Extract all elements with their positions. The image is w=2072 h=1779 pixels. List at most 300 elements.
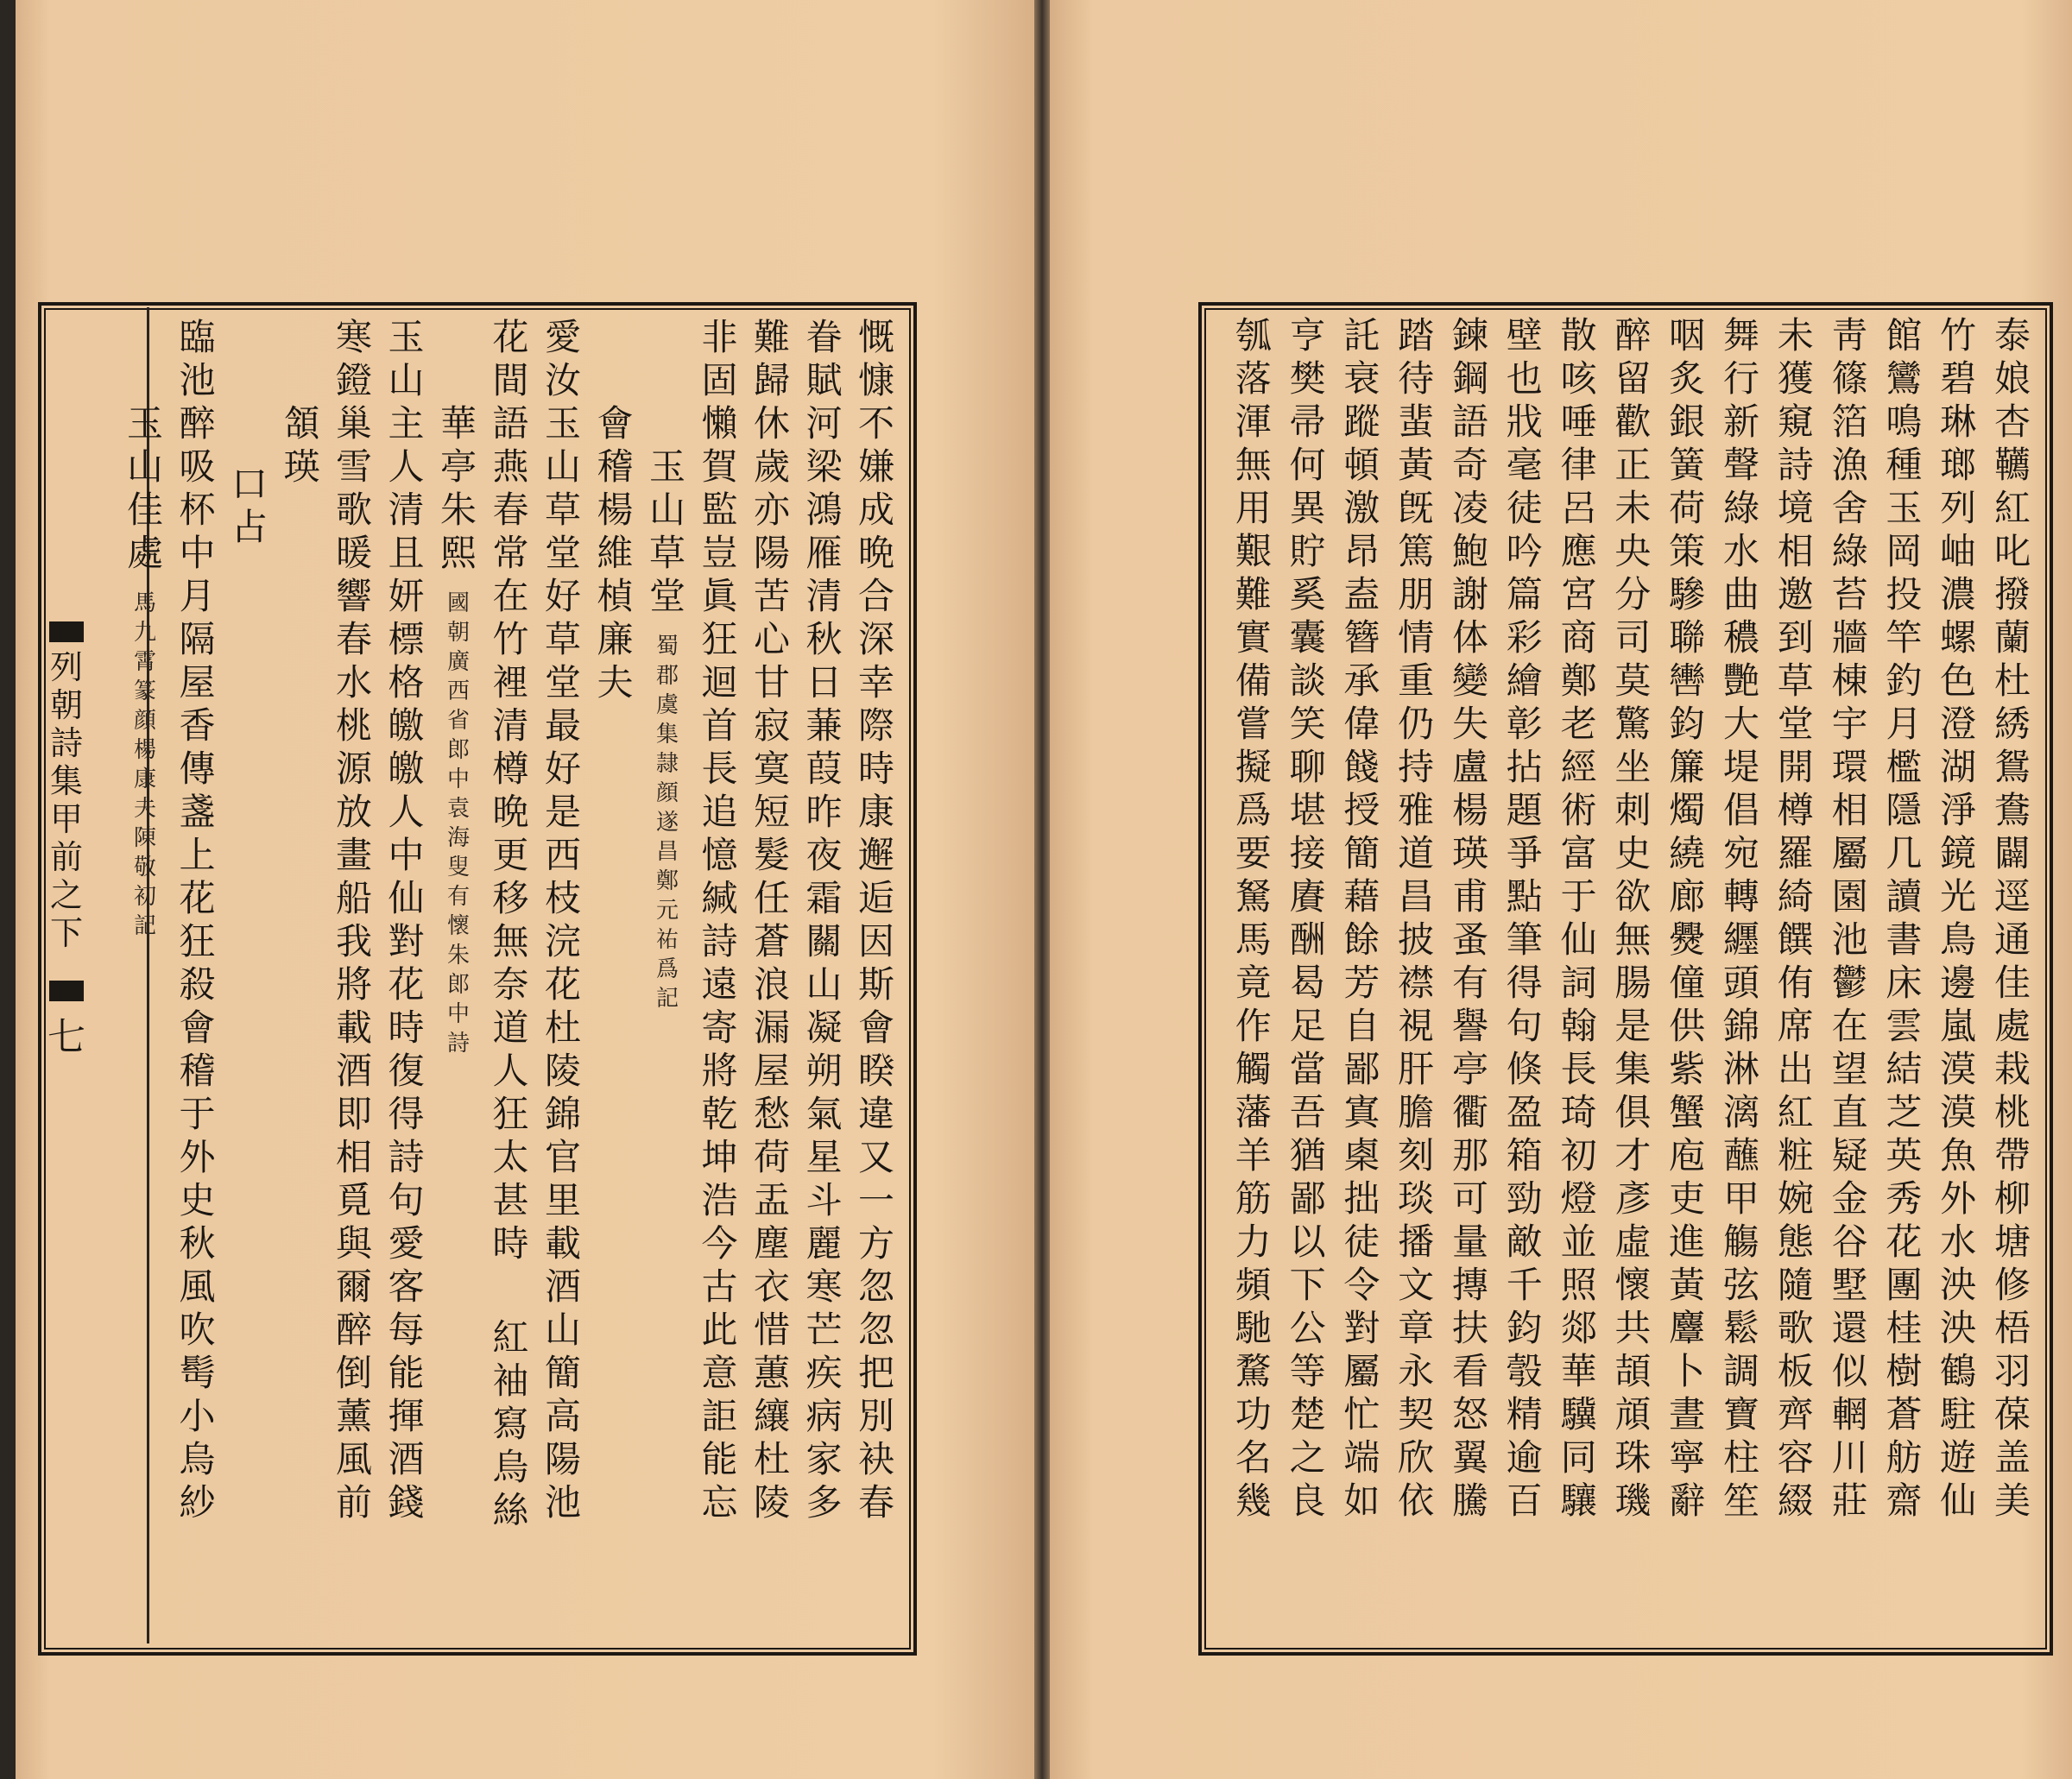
glyph: 畫 (335, 834, 372, 876)
glyph: 文 (1398, 1264, 1435, 1306)
margin-title-glyph: 下 (49, 914, 83, 952)
glyph: 凌 (1451, 487, 1488, 529)
glyph: 蒼 (753, 920, 790, 962)
glyph: 陽 (544, 1438, 581, 1480)
glyph: 把 (857, 1352, 894, 1394)
glyph: 落 (1235, 357, 1272, 400)
glyph: 會 (857, 1006, 894, 1049)
margin-title-glyph: 詩 (49, 724, 83, 762)
glyph: 關 (805, 920, 843, 962)
glyph: 靑 (1831, 314, 1868, 356)
glyph: 容 (1777, 1436, 1814, 1479)
glyph: 下 (1289, 1264, 1326, 1306)
glyph: 移 (492, 877, 529, 919)
glyph: 邀 (1777, 573, 1814, 615)
glyph: 那 (1451, 1134, 1488, 1177)
glyph: 賦 (805, 359, 843, 401)
glyph: 妍 (388, 575, 425, 617)
glyph: 愛 (544, 316, 581, 358)
glyph: 吸 (179, 445, 216, 488)
glyph: 仙 (388, 877, 425, 919)
glyph: 魚 (1940, 1134, 1977, 1177)
glyph: 亭 (1451, 1048, 1488, 1090)
glyph: 偉 (1343, 703, 1380, 745)
glyph: 承 (1343, 659, 1380, 702)
glyph: 盈 (1506, 1091, 1543, 1133)
glyph: 紫 (1669, 1048, 1706, 1090)
note-glyph: 國 (446, 590, 470, 616)
glyph: 賡 (1289, 875, 1326, 918)
glyph: 逅 (857, 877, 894, 919)
note-glyph: 篆 (133, 678, 156, 704)
glyph: 盧 (1451, 746, 1488, 788)
glyph: 芝 (1886, 1091, 1923, 1133)
text-column (490, 316, 533, 1536)
glyph: 床 (1886, 962, 1923, 1004)
glyph: 相 (335, 1136, 372, 1178)
glyph: 又 (857, 1136, 894, 1178)
note-glyph: 廣 (446, 649, 470, 675)
glyph: 咽 (1669, 314, 1706, 356)
glyph: 幾 (1235, 1479, 1272, 1522)
note-glyph: 顔 (655, 780, 679, 806)
glyph: 堂 (1777, 703, 1814, 745)
glyph: 舍 (1831, 487, 1868, 529)
glyph: 屋 (753, 1050, 790, 1092)
glyph: 之 (1289, 1436, 1326, 1479)
glyph: 方 (857, 1222, 894, 1265)
glyph: 放 (335, 791, 372, 833)
note-glyph: 鄭 (655, 868, 679, 894)
glyph: 到 (1777, 616, 1814, 659)
note-glyph: 馬 (133, 590, 156, 616)
glyph: 綴 (1777, 1479, 1814, 1522)
text-column (1394, 314, 1437, 1526)
glyph: 敵 (1506, 1221, 1543, 1263)
glyph: 草 (1777, 659, 1814, 702)
glyph: 小 (179, 1395, 216, 1437)
text-column (1503, 314, 1546, 1526)
glyph: 亭 (439, 445, 477, 488)
glyph: 驚 (1614, 703, 1652, 745)
glyph: 情 (1398, 616, 1435, 659)
glyph: 藉 (1343, 875, 1380, 918)
glyph: 意 (701, 1352, 738, 1394)
glyph: 騰 (1451, 1479, 1488, 1522)
text-column (803, 316, 846, 1528)
text-column (281, 402, 324, 492)
glyph: 黃 (1398, 444, 1435, 486)
glyph: 康 (857, 791, 894, 833)
text-column (1232, 314, 1275, 1526)
glyph: 船 (335, 877, 372, 919)
glyph: 病 (805, 1395, 843, 1437)
glyph: 上 (179, 834, 216, 876)
glyph: 箱 (1506, 1134, 1543, 1177)
glyph: 司 (1614, 616, 1652, 659)
glyph: 官 (544, 1136, 581, 1178)
glyph: 出 (1777, 1048, 1814, 1090)
glyph: 晩 (492, 791, 529, 833)
glyph: 備 (1235, 659, 1272, 702)
glyph: 逕 (1993, 875, 2031, 918)
glyph: 漁 (1831, 444, 1868, 486)
glyph: 獲 (1777, 357, 1814, 400)
glyph: 池 (179, 359, 216, 401)
glyph: 陵 (544, 1050, 581, 1092)
glyph: 春 (857, 1481, 894, 1524)
glyph: 綠 (1722, 487, 1759, 529)
glyph: 隔 (179, 618, 216, 660)
glyph: 桃 (1993, 1091, 2031, 1133)
glyph: 初 (1560, 1134, 1597, 1177)
glyph: 娘 (1993, 357, 2031, 400)
glyph: 陵 (753, 1481, 790, 1524)
note-glyph: 集 (655, 722, 679, 748)
glyph: 懷 (1614, 1264, 1652, 1306)
glyph: 觸 (1235, 1048, 1272, 1090)
note-glyph: 袁 (446, 796, 470, 822)
glyph: 燈 (1560, 1177, 1597, 1220)
glyph: 將 (335, 963, 372, 1006)
glyph: 堂 (648, 575, 685, 617)
note-glyph: 懷 (446, 913, 470, 939)
note-glyph: 詩 (446, 1031, 470, 1057)
glyph: 墅 (1831, 1264, 1868, 1306)
glyph: 星 (805, 1136, 843, 1178)
glyph: 幸 (857, 661, 894, 703)
glyph: 進 (1669, 1221, 1706, 1263)
glyph: 芳 (1343, 962, 1380, 1004)
glyph: 霜 (805, 877, 843, 919)
glyph: 短 (753, 791, 790, 833)
glyph: 翼 (1451, 1436, 1488, 1479)
glyph: 皦 (388, 748, 425, 790)
glyph: 頷 (283, 402, 320, 445)
glyph: 毫 (1506, 444, 1543, 486)
glyph: 莊 (1831, 1479, 1868, 1522)
text-column (1665, 314, 1709, 1526)
glyph: 皦 (388, 704, 425, 747)
glyph: 醉 (1614, 314, 1652, 356)
glyph: 忘 (701, 1481, 738, 1524)
note-glyph: 有 (446, 884, 470, 910)
glyph: 詩 (388, 1136, 425, 1178)
glyph: 汝 (544, 359, 581, 401)
glyph: 中 (179, 532, 216, 574)
glyph: 長 (1560, 1048, 1597, 1090)
glyph: 鴛 (1993, 746, 2031, 788)
glyph: 格 (388, 661, 425, 703)
glyph: 可 (1451, 1177, 1488, 1220)
glyph: 名 (1235, 1436, 1272, 1479)
glyph: 麞 (1669, 1307, 1706, 1349)
glyph: 纒 (1722, 918, 1759, 961)
glyph: 虛 (1614, 1221, 1652, 1263)
glyph: 歡 (1614, 401, 1652, 443)
glyph: 寄 (701, 1006, 738, 1049)
glyph: 鳴 (1886, 401, 1923, 443)
glyph: 未 (1614, 487, 1652, 529)
glyph: 玉 (1886, 487, 1923, 529)
glyph: 酒 (544, 1265, 581, 1308)
glyph: 漓 (1722, 1091, 1759, 1133)
glyph: 供 (1669, 1005, 1706, 1047)
glyph: 依 (1398, 1479, 1435, 1522)
glyph: 撥 (1993, 573, 2031, 615)
glyph: 一 (857, 1179, 894, 1221)
glyph: 修 (1993, 1264, 2031, 1306)
glyph: 花 (179, 877, 216, 919)
glyph: 外 (179, 1136, 216, 1178)
glyph: 熙 (439, 532, 477, 574)
glyph: 紅 (1993, 487, 2031, 529)
glyph: 板 (1777, 1350, 1814, 1392)
note-glyph: 西 (446, 678, 470, 704)
glyph: 最 (544, 704, 581, 747)
glyph: 月 (179, 575, 216, 617)
glyph: 集 (1614, 1048, 1652, 1090)
glyph: 屬 (1343, 1350, 1380, 1392)
glyph: 待 (1398, 357, 1435, 400)
glyph: 水 (335, 661, 372, 703)
glyph: 漠 (1940, 1091, 1977, 1133)
glyph: 巢 (335, 402, 372, 445)
glyph: 襟 (1398, 962, 1435, 1004)
glyph: 公 (1289, 1307, 1326, 1349)
glyph: 會 (179, 1006, 216, 1049)
glyph: 竟 (1235, 962, 1272, 1004)
glyph: 愁 (753, 1093, 790, 1135)
glyph: 緘 (701, 877, 738, 919)
glyph: 追 (701, 791, 738, 833)
note-glyph: 霄 (133, 649, 156, 675)
glyph: 徒 (1506, 487, 1543, 529)
glyph: 繪 (1506, 659, 1543, 702)
margin-title (47, 621, 86, 1057)
glyph: 春 (492, 489, 529, 531)
glyph: 杜 (1993, 659, 2031, 702)
glyph: 語 (1451, 401, 1488, 443)
glyph: 通 (1993, 918, 2031, 961)
glyph: 載 (544, 1222, 581, 1265)
glyph: 騖 (1235, 1350, 1272, 1392)
glyph: 載 (335, 1006, 372, 1049)
glyph: 歸 (753, 359, 790, 401)
glyph: 筆 (1506, 918, 1543, 961)
glyph: 清 (492, 704, 529, 747)
glyph: 有 (1451, 962, 1488, 1004)
glyph: 照 (1560, 1264, 1597, 1306)
glyph: 點 (1506, 875, 1543, 918)
glyph: 齋 (1886, 1479, 1923, 1522)
glyph: 蒼 (1886, 1393, 1923, 1435)
glyph: 蕙 (753, 1352, 790, 1394)
glyph: 在 (1831, 1005, 1868, 1047)
glyph: 接 (1289, 832, 1326, 874)
glyph: 卜 (1669, 1350, 1706, 1392)
text-column (855, 316, 898, 1528)
glyph: 裡 (492, 661, 529, 703)
glyph: 金 (1831, 1177, 1868, 1220)
glyph: 腸 (1614, 962, 1652, 1004)
glyph: 綠 (1831, 530, 1868, 572)
glyph: 粧 (1777, 1134, 1814, 1177)
text-column (698, 316, 742, 1528)
glyph: 雁 (805, 532, 843, 574)
glyph: 斗 (805, 1179, 843, 1221)
glyph: 馬 (1235, 918, 1272, 961)
glyph: 吏 (1669, 1177, 1706, 1220)
glyph: 稽 (597, 445, 634, 488)
glyph: 晩 (857, 532, 894, 574)
glyph: 持 (1398, 746, 1435, 788)
glyph: 絲 (492, 1489, 529, 1531)
glyph: 人 (492, 1050, 529, 1092)
glyph: 舫 (1886, 1436, 1923, 1479)
glyph: 塵 (753, 1222, 790, 1265)
note-glyph: 記 (133, 913, 156, 939)
glyph: 鮑 (1451, 530, 1488, 572)
glyph: 清 (805, 575, 843, 617)
glyph: 望 (1831, 1048, 1868, 1090)
glyph: 彩 (1506, 616, 1543, 659)
glyph: 袂 (857, 1438, 894, 1480)
glyph: 聲 (1722, 444, 1759, 486)
book-gutter (1034, 0, 1050, 1779)
glyph: 岡 (1886, 530, 1923, 572)
glyph: 莫 (1614, 659, 1652, 702)
glyph: 更 (492, 834, 529, 876)
glyph: 擬 (1235, 746, 1272, 788)
glyph: 揮 (388, 1395, 425, 1437)
glyph: 賀 (701, 445, 738, 488)
glyph: 紅 (492, 1316, 529, 1359)
margin-title-glyph: 集 (49, 762, 83, 800)
text-column (1720, 314, 1763, 1526)
glyph: 鏡 (1940, 832, 1977, 874)
glyph: 殺 (179, 963, 216, 1006)
glyph: 每 (388, 1309, 425, 1351)
glyph: 好 (544, 748, 581, 790)
note-glyph: 初 (133, 884, 156, 910)
glyph: 能 (701, 1438, 738, 1480)
glyph: 寂 (753, 704, 790, 747)
glyph: 雲 (1886, 1005, 1923, 1047)
glyph: 也 (1506, 357, 1543, 400)
glyph: 仍 (1398, 703, 1435, 745)
glyph: 蒹 (805, 704, 843, 747)
glyph: 簡 (1343, 832, 1380, 874)
glyph: 草 (648, 532, 685, 574)
glyph: 鈞 (1506, 1307, 1543, 1349)
glyph: 秀 (1886, 1177, 1923, 1220)
glyph: 似 (1831, 1350, 1868, 1392)
glyph: 衰 (1343, 357, 1380, 400)
glyph: 唾 (1560, 401, 1597, 443)
glyph: 以 (1289, 1221, 1326, 1263)
glyph: 開 (1777, 746, 1814, 788)
glyph: 帚 (1289, 401, 1326, 443)
glyph: 老 (1560, 703, 1597, 745)
glyph: 楨 (597, 575, 634, 617)
glyph: 高 (544, 1395, 581, 1437)
glyph: 水 (1722, 530, 1759, 572)
glyph: 得 (1506, 962, 1543, 1004)
glyph: 邂 (857, 834, 894, 876)
glyph: 樊 (1289, 357, 1326, 400)
glyph: 樹 (1886, 1350, 1923, 1392)
glyph: 郯 (1560, 1307, 1597, 1349)
glyph: 合 (857, 575, 894, 617)
glyph: 甫 (1451, 875, 1488, 918)
glyph: 僮 (1669, 962, 1706, 1004)
glyph: 楊 (597, 489, 634, 531)
glyph: 頭 (1722, 962, 1759, 1004)
glyph: 道 (492, 1006, 529, 1049)
glyph: 央 (1614, 530, 1652, 572)
glyph: 花 (1886, 1221, 1923, 1263)
glyph: 琦 (1560, 1091, 1597, 1133)
glyph: 人 (388, 791, 425, 833)
glyph: 馳 (1235, 1307, 1272, 1349)
glyph: 等 (1289, 1350, 1326, 1392)
glyph: 吹 (179, 1309, 216, 1351)
glyph: 作 (1235, 1005, 1272, 1047)
glyph: 家 (805, 1438, 843, 1480)
glyph: 玉 (648, 445, 685, 488)
glyph: 鸞 (1886, 357, 1923, 400)
glyph: 堤 (1722, 746, 1759, 788)
glyph: 燕 (492, 445, 529, 488)
glyph: 于 (1560, 875, 1597, 918)
glyph: 錦 (1722, 1005, 1759, 1047)
glyph: 綺 (1777, 875, 1814, 918)
glyph: 棟 (1831, 659, 1868, 702)
glyph: 列 (1940, 487, 1977, 529)
glyph: 口 (231, 463, 268, 505)
text-column (1774, 314, 1817, 1526)
glyph: 會 (597, 402, 634, 445)
glyph: 綉 (1993, 703, 2031, 745)
glyph: 仙 (1560, 918, 1597, 961)
glyph: 苦 (753, 575, 790, 617)
glyph: 鶴 (1940, 1350, 1977, 1392)
glyph: 詩 (1777, 444, 1814, 486)
glyph: 多 (805, 1481, 843, 1524)
glyph: 衢 (1451, 1091, 1488, 1133)
glyph: 碧 (1940, 357, 1977, 400)
glyph: 章 (1398, 1307, 1435, 1349)
glyph: 風 (179, 1265, 216, 1308)
glyph: 黃 (1669, 1264, 1706, 1306)
glyph: 華 (1560, 1350, 1597, 1392)
glyph: 永 (1398, 1350, 1435, 1392)
glyph: 未 (1777, 314, 1814, 356)
glyph: 千 (1506, 1264, 1543, 1306)
glyph: 直 (1831, 1091, 1868, 1133)
note-glyph: 康 (133, 766, 156, 792)
glyph: 戕 (1506, 401, 1543, 443)
glyph: 外 (1940, 1177, 1977, 1220)
glyph: 相 (1777, 530, 1814, 572)
glyph: 鍊 (1451, 314, 1488, 356)
glyph: 湖 (1940, 746, 1977, 788)
glyph: 爭 (1506, 832, 1543, 874)
glyph: 桂 (1886, 1307, 1923, 1349)
glyph: 藩 (1235, 1091, 1272, 1133)
glyph: 寘 (1343, 1091, 1380, 1133)
